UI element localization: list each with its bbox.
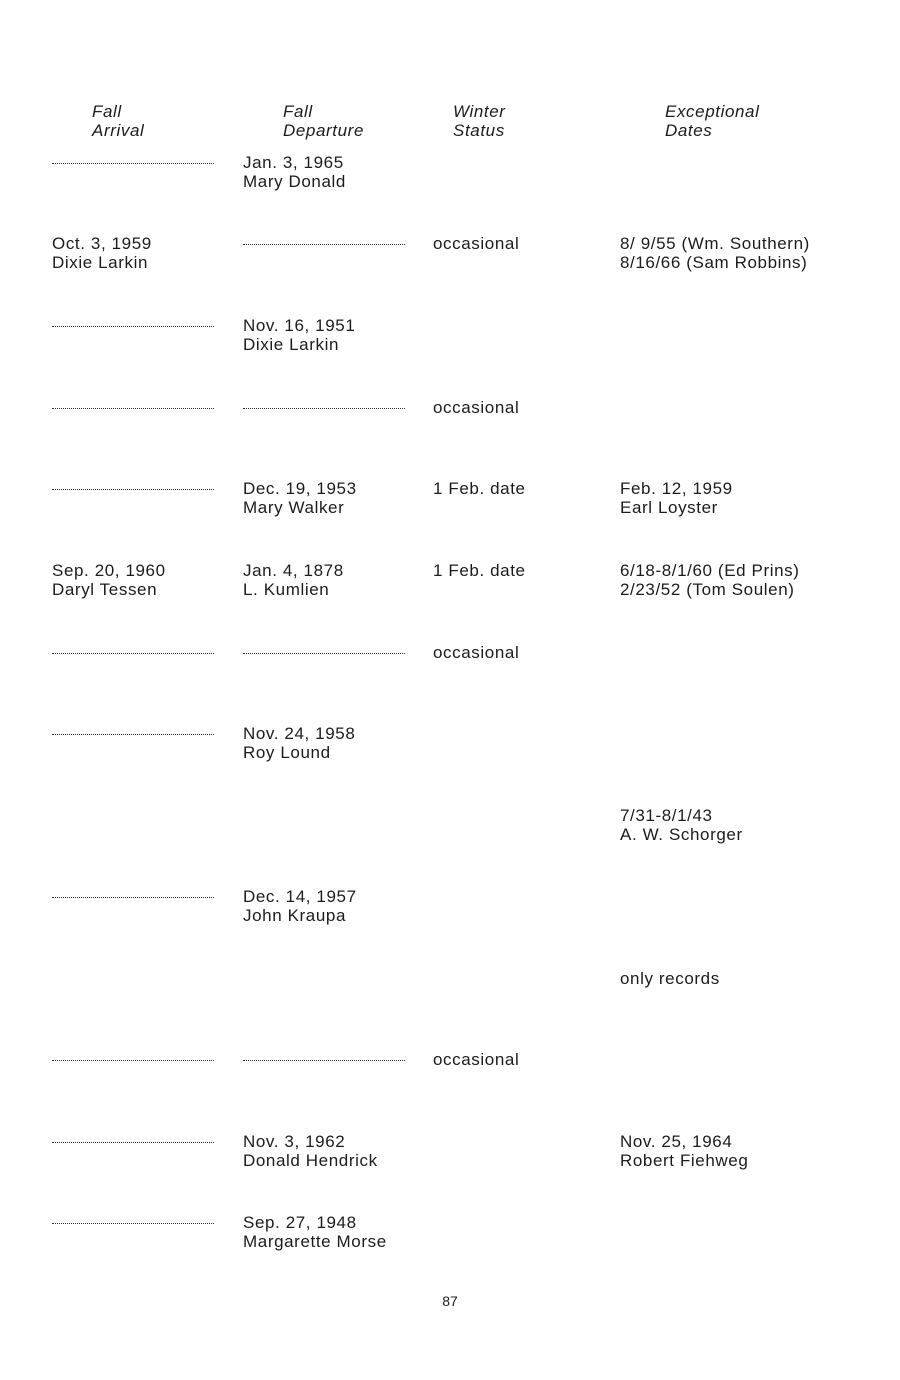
fall-arrival-cell [52,234,152,272]
table-row [0,1213,900,1273]
exceptional-dates-cell [620,479,733,517]
dotted-leader [52,897,214,898]
cell-line: Sep. 20, 1960 [52,561,166,580]
cell-line: Oct. 3, 1959 [52,234,152,253]
table-row [0,724,900,784]
dotted-leader [52,1060,214,1061]
cell-line: 6/18-8/1/60 (Ed Prins) [620,561,800,580]
table-row [0,234,900,294]
dotted-leader [52,489,214,490]
header-exceptional-dates [665,102,760,140]
table-row [0,316,900,376]
table-row [0,153,900,213]
cell-line: Jan. 3, 1965 [243,153,344,172]
winter-status-cell [433,561,526,580]
header-line: Winter [453,102,506,121]
cell-line: only records [620,969,720,988]
fall-departure-cell [243,316,355,354]
dotted-leader [243,1060,405,1061]
cell-line: Nov. 16, 1951 [243,316,356,335]
dotted-leader [52,1142,214,1143]
header-line: Arrival [92,121,145,140]
table-row [0,1132,900,1192]
cell-line: 1 Feb. date [433,479,526,498]
winter-status-cell [433,479,526,498]
cell-line: occasional [433,234,520,253]
table-row [0,643,900,703]
page-number: 87 [442,1293,458,1309]
dotted-leader [52,1223,214,1224]
cell-line: Jan. 4, 1878 [243,561,344,580]
table-row [0,1050,900,1110]
cell-line: Sep. 27, 1948 [243,1213,357,1232]
cell-line: occasional [433,398,520,417]
cell-line: 8/ 9/55 (Wm. Southern) [620,234,810,253]
table-row [0,887,900,947]
dotted-leader [52,734,214,735]
cell-line: occasional [433,643,520,662]
table-row [0,398,900,458]
dotted-leader [243,653,405,654]
cell-line: 2/23/52 (Tom Soulen) [620,580,795,599]
exceptional-dates-cell [620,1132,748,1170]
header-fall-arrival [92,102,144,140]
cell-line: Margarette Morse [243,1232,387,1251]
exceptional-dates-cell [620,969,720,988]
cell-line: Nov. 24, 1958 [243,724,356,743]
cell-line: Dixie Larkin [52,253,149,272]
cell-line: 8/16/66 (Sam Robbins) [620,253,808,272]
fall-departure-cell [243,479,357,517]
exceptional-dates-cell [620,561,800,599]
header-line: Fall [92,102,122,121]
cell-line: Earl Loyster [620,498,718,517]
cell-line: A. W. Schorger [620,825,743,844]
table-row [0,969,900,1029]
cell-line: Dixie Larkin [243,335,340,354]
header-line: Exceptional [665,102,760,121]
exceptional-dates-cell [620,806,743,844]
dotted-leader [52,326,214,327]
header-line: Status [453,121,505,140]
cell-line: 7/31-8/1/43 [620,806,713,825]
fall-departure-cell [243,1132,378,1170]
dotted-leader [243,408,405,409]
cell-line: Feb. 12, 1959 [620,479,733,498]
table-row [0,561,900,621]
fall-departure-cell [243,1213,387,1251]
dotted-leader [52,163,214,164]
cell-line: Mary Donald [243,172,346,191]
winter-status-cell [433,398,519,417]
cell-line: Dec. 19, 1953 [243,479,357,498]
winter-status-cell [433,643,519,662]
header-line: Dates [665,121,713,140]
winter-status-cell [433,234,519,253]
cell-line: 1 Feb. date [433,561,526,580]
fall-departure-cell [243,724,355,762]
exceptional-dates-cell [620,234,810,272]
header-line: Fall [283,102,313,121]
cell-line: Dec. 14, 1957 [243,887,357,906]
table-row [0,806,900,866]
fall-departure-cell [243,153,346,191]
cell-line: occasional [433,1050,520,1069]
cell-line: John Kraupa [243,906,347,925]
header-fall-departure [283,102,364,140]
cell-line: Roy Lound [243,743,331,762]
cell-line: Mary Walker [243,498,345,517]
cell-line: Donald Hendrick [243,1151,378,1170]
cell-line: Nov. 3, 1962 [243,1132,346,1151]
dotted-leader [243,244,405,245]
cell-line: Robert Fiehweg [620,1151,749,1170]
dotted-leader [52,408,214,409]
table-row [0,479,900,539]
winter-status-cell [433,1050,519,1069]
cell-line: L. Kumlien [243,580,330,599]
fall-departure-cell [243,561,344,599]
dotted-leader [52,653,214,654]
header-winter-status [453,102,506,140]
fall-departure-cell [243,887,357,925]
fall-arrival-cell [52,561,166,599]
header-line: Departure [283,121,364,140]
cell-line: Nov. 25, 1964 [620,1132,733,1151]
cell-line: Daryl Tessen [52,580,158,599]
